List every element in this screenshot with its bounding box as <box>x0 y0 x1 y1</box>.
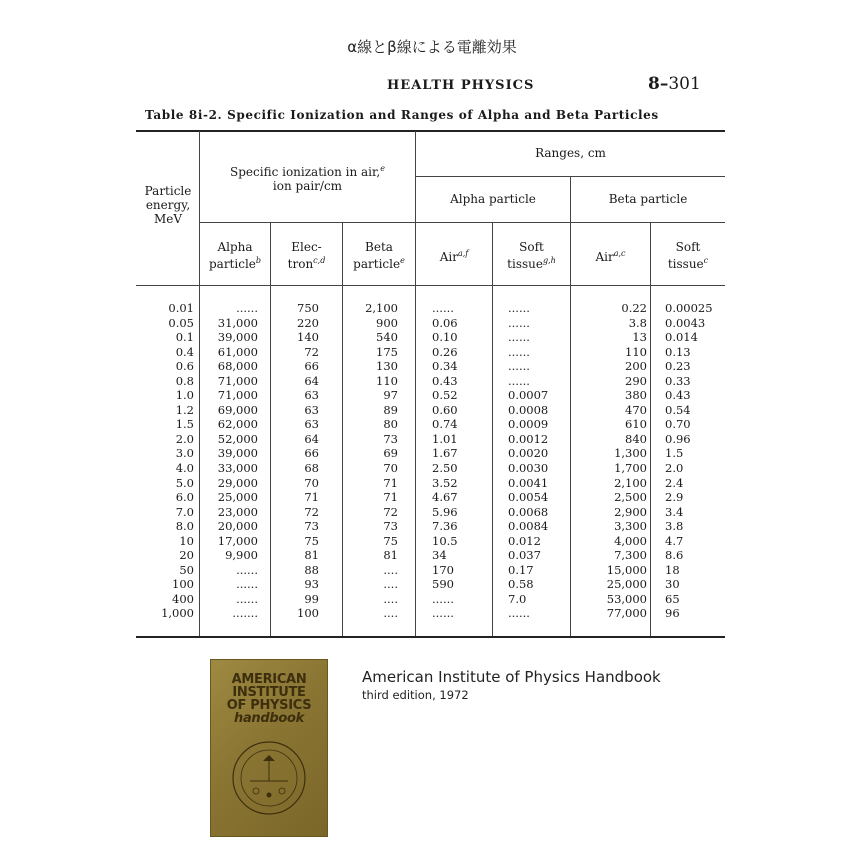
table-cell: 0.33 <box>665 373 691 388</box>
table-cell: 7.0 <box>508 591 527 606</box>
table-cell: 97 <box>383 388 398 403</box>
table-cell: 34 <box>432 548 447 563</box>
table-cell: 9,900 <box>225 548 258 563</box>
table-cell: 3.52 <box>432 475 458 490</box>
column-alpha-air-range <box>432 301 490 621</box>
subheader-alpha-tissue-line2: tissue <box>507 257 543 271</box>
subheader-beta-line1: Beta <box>365 240 393 254</box>
table-cell: 71,000 <box>217 373 258 388</box>
table-cell: 61,000 <box>217 344 258 359</box>
table-cell: 1.67 <box>432 446 458 461</box>
table-cell: 200 <box>625 359 647 374</box>
table-cell: 39,000 <box>217 330 258 345</box>
column-beta-ionization <box>343 301 398 621</box>
table-cell: 0.17 <box>508 562 534 577</box>
subheader-alpha-sup: b <box>255 256 262 265</box>
table-cell: ...... <box>236 591 258 606</box>
table-cell: 63 <box>304 417 319 432</box>
table-cell: .... <box>383 591 398 606</box>
table-cell: 0.74 <box>432 417 458 432</box>
table-cell: 0.014 <box>665 330 698 345</box>
table-cell: 50 <box>179 562 194 577</box>
table-cell: 0.05 <box>168 315 194 330</box>
table-cell: 4,000 <box>614 533 647 548</box>
table-cell: 0.1 <box>175 330 194 345</box>
book-caption-edition: third edition, 1972 <box>362 688 469 702</box>
subheader-alpha <box>200 240 270 271</box>
table-cell: 20,000 <box>217 519 258 534</box>
table-cell: 0.13 <box>665 344 691 359</box>
table-cell: 75 <box>304 533 319 548</box>
table-cell: 4.7 <box>665 533 684 548</box>
table-cell: 0.0030 <box>508 461 549 476</box>
table-cell: 8.0 <box>175 519 194 534</box>
table-cell: ...... <box>508 373 530 388</box>
table-top-rule <box>136 130 725 132</box>
air-tissue-alpha-divider <box>492 222 493 636</box>
table-cell: 1.5 <box>175 417 194 432</box>
table-cell: 73 <box>304 519 319 534</box>
table-cell: 72 <box>304 504 319 519</box>
subheader-alpha-line1: Alpha <box>217 240 253 254</box>
header-specific-ionization <box>200 162 415 193</box>
table-cell: 71 <box>304 490 319 505</box>
subheader-electron <box>271 240 342 271</box>
column-alpha-tissue-range <box>508 301 568 621</box>
table-cell: 400 <box>172 591 194 606</box>
table-cell: 0.60 <box>432 402 458 417</box>
table-cell: 0.0041 <box>508 475 549 490</box>
table-cell: 72 <box>304 344 319 359</box>
table-cell: 8.6 <box>665 548 684 563</box>
column-beta-tissue-range <box>665 301 725 621</box>
table-title: Table 8i-2. Specific Ionization and Ranges of Alpha and Beta Particles <box>145 108 659 122</box>
table-cell: 68 <box>304 461 319 476</box>
table-cell: 62,000 <box>217 417 258 432</box>
table-cell: 63 <box>304 402 319 417</box>
table-cell: 0.01 <box>168 301 194 315</box>
table-cell: 88 <box>304 562 319 577</box>
table-cell: 71 <box>383 490 398 505</box>
subheader-beta-tissue-line1: Soft <box>675 240 701 254</box>
table-cell: 15,000 <box>606 562 647 577</box>
table-cell: 17,000 <box>217 533 258 548</box>
table-cell: ...... <box>508 359 530 374</box>
table-cell: 2,100 <box>365 301 398 315</box>
table-cell: 100 <box>297 606 319 621</box>
table-cell: 610 <box>625 417 647 432</box>
table-cell: 220 <box>297 315 319 330</box>
table-cell: 0.0054 <box>508 490 549 505</box>
table-cell: 70 <box>383 461 398 476</box>
table-cell: 23,000 <box>217 504 258 519</box>
page-number-prefix: 8– <box>648 74 669 94</box>
column-alpha-ionization <box>200 301 258 621</box>
table-cell: 10.5 <box>432 533 458 548</box>
table-cell: 0.0084 <box>508 519 549 534</box>
subheader-alpha-air <box>416 247 492 264</box>
subheader-electron-line2: tron <box>287 257 314 271</box>
table-cell: 0.06 <box>432 315 458 330</box>
table-cell: 0.0043 <box>665 315 706 330</box>
subheader-beta-air-label: Air <box>595 250 614 264</box>
table-cell: 0.70 <box>665 417 691 432</box>
subheader-beta-sup: e <box>400 256 405 265</box>
table-cell: 4.0 <box>175 461 194 476</box>
running-head: HEALTH PHYSICS <box>387 78 535 93</box>
table-cell: 0.26 <box>432 344 458 359</box>
table-cell: 39,000 <box>217 446 258 461</box>
table-cell: 69,000 <box>217 402 258 417</box>
table-cell: 3.8 <box>628 315 647 330</box>
table-cell: 75 <box>383 533 398 548</box>
header-specific-ionization-sup: e <box>380 164 385 173</box>
table-bottom-rule <box>136 636 725 638</box>
table-cell: 750 <box>297 301 319 315</box>
table-cell: 0.6 <box>175 359 194 374</box>
table-cell: 53,000 <box>606 591 647 606</box>
page-number-value: 301 <box>668 74 701 94</box>
table-cell: 0.037 <box>508 548 541 563</box>
table-cell: 2.9 <box>665 490 684 505</box>
table-cell: 64 <box>304 431 319 446</box>
table-cell: ...... <box>432 606 454 621</box>
subheader-alpha-tissue <box>493 240 570 271</box>
table-cell: 1,700 <box>614 461 647 476</box>
table-cell: 1.01 <box>432 431 458 446</box>
table-cell: 0.22 <box>621 301 647 315</box>
table-cell: 30 <box>665 577 680 592</box>
table-cell: ...... <box>236 562 258 577</box>
subheader-alpha-tissue-line1: Soft <box>519 240 544 254</box>
table-cell: 0.0020 <box>508 446 549 461</box>
table-cell: ...... <box>508 315 530 330</box>
table-cell: 3.8 <box>665 519 684 534</box>
table-cell: 2.50 <box>432 461 458 476</box>
header-bottom-line <box>136 285 725 286</box>
table-cell: 1.0 <box>175 388 194 403</box>
table-cell: 540 <box>376 330 398 345</box>
table-cell: 65 <box>665 591 680 606</box>
subheader-beta-tissue <box>651 240 725 271</box>
table-cell: 140 <box>297 330 319 345</box>
table-cell: 99 <box>304 591 319 606</box>
table-cell: 0.43 <box>665 388 691 403</box>
table-cell: 66 <box>304 446 319 461</box>
table-cell: ...... <box>236 577 258 592</box>
table-cell: 7.0 <box>175 504 194 519</box>
table-cell: ...... <box>508 301 530 315</box>
table-cell: 0.0008 <box>508 402 549 417</box>
header-ranges: Ranges, cm <box>535 146 606 160</box>
table-cell: 590 <box>432 577 454 592</box>
cover-title-line: INSTITUTE <box>232 685 306 700</box>
table-cell: 2.0 <box>665 461 684 476</box>
table-cell: 77,000 <box>606 606 647 621</box>
table-cell: 290 <box>625 373 647 388</box>
table-cell: 63 <box>304 388 319 403</box>
subheader-alpha-line2: particle <box>208 257 256 271</box>
table-cell: 3,300 <box>614 519 647 534</box>
subheader-alpha-tissue-sup: g,h <box>542 256 556 265</box>
book-caption <box>362 668 661 702</box>
table-cell: 73 <box>383 519 398 534</box>
table-cell: 0.10 <box>432 330 458 345</box>
table-cell: 64 <box>304 373 319 388</box>
seal-icon <box>230 739 308 817</box>
subheader-alpha-air-sup: a,f <box>457 249 469 258</box>
table-cell: ...... <box>508 606 530 621</box>
cover-title-line: AMERICAN <box>231 672 307 687</box>
subheader-alpha-air-label: Air <box>439 250 458 264</box>
table-cell: 0.43 <box>432 373 458 388</box>
page-number <box>648 74 701 94</box>
table-cell: .... <box>383 606 398 621</box>
table-cell: 3.4 <box>665 504 684 519</box>
subheader-beta-air-sup: a,c <box>613 249 626 258</box>
table-cell: 2.0 <box>175 431 194 446</box>
table-cell: 1,000 <box>161 606 194 621</box>
table-cell: 110 <box>376 373 398 388</box>
table-cell: ...... <box>508 330 530 345</box>
table-cell: 72 <box>383 504 398 519</box>
table-cell: 69 <box>383 446 398 461</box>
table-cell: 81 <box>383 548 398 563</box>
table-cell: 0.0007 <box>508 388 549 403</box>
subheader-beta-line2: particle <box>353 257 401 271</box>
table-cell: 89 <box>383 402 398 417</box>
book-cover-title <box>210 673 328 725</box>
table-cell: 25,000 <box>217 490 258 505</box>
table-cell: 7.36 <box>432 519 458 534</box>
table-cell: 175 <box>376 344 398 359</box>
table-cell: 80 <box>383 417 398 432</box>
table-cell: 2,900 <box>614 504 647 519</box>
subheader-beta-tissue-sup: c <box>703 256 709 265</box>
table-cell: 0.0012 <box>508 431 549 446</box>
table-cell: 900 <box>376 315 398 330</box>
table-cell: ...... <box>432 591 454 606</box>
table-cell: 31,000 <box>217 315 258 330</box>
table-cell: 5.0 <box>175 475 194 490</box>
table-cell: 70 <box>304 475 319 490</box>
table-cell: 18 <box>665 562 680 577</box>
table-cell: 33,000 <box>217 461 258 476</box>
table-cell: 110 <box>625 344 647 359</box>
table-cell: 2,500 <box>614 490 647 505</box>
table-cell: 0.8 <box>175 373 194 388</box>
table-cell: 29,000 <box>217 475 258 490</box>
subheader-electron-line1: Elec- <box>291 240 322 254</box>
book-cover-image <box>210 659 328 837</box>
header-specific-ionization-label: Specific ionization in air, <box>230 165 381 179</box>
table-cell: 68,000 <box>217 359 258 374</box>
subheader-electron-sup: c,d <box>313 256 326 265</box>
table-cell: 1.5 <box>665 446 684 461</box>
table-cell: 2.4 <box>665 475 684 490</box>
subheader-beta-tissue-line2: tissue <box>667 257 704 271</box>
header-energy-line1: Particle <box>144 184 192 198</box>
subheader-divider-line <box>200 222 725 223</box>
table-cell: 71,000 <box>217 388 258 403</box>
table-cell: 66 <box>304 359 319 374</box>
table-cell: 73 <box>383 431 398 446</box>
table-cell: 0.58 <box>508 577 534 592</box>
table-cell: 0.52 <box>432 388 458 403</box>
table-cell: ...... <box>508 344 530 359</box>
subheader-beta <box>343 240 415 271</box>
table-cell: 7,300 <box>614 548 647 563</box>
table-cell: 25,000 <box>606 577 647 592</box>
table-cell: 52,000 <box>217 431 258 446</box>
table-cell: 4.67 <box>432 490 458 505</box>
table-cell: 20 <box>179 548 194 563</box>
ionization-ranges-divider <box>415 131 416 636</box>
air-tissue-beta-divider <box>650 222 651 636</box>
table-cell: 380 <box>625 388 647 403</box>
table-cell: 0.0068 <box>508 504 549 519</box>
book-caption-title: American Institute of Physics Handbook <box>362 668 661 686</box>
table-cell: 0.23 <box>665 359 691 374</box>
table-cell: 0.54 <box>665 402 691 417</box>
table-cell: 2,100 <box>614 475 647 490</box>
table-cell: 470 <box>625 402 647 417</box>
table-cell: 6.0 <box>175 490 194 505</box>
header-energy-line3: MeV <box>153 212 183 226</box>
table-cell: 71 <box>383 475 398 490</box>
table-cell: .... <box>383 562 398 577</box>
table-cell: 81 <box>304 548 319 563</box>
table-cell: 5.96 <box>432 504 458 519</box>
table-cell: 3.0 <box>175 446 194 461</box>
header-specific-ionization-unit: ion pair/cm <box>272 179 343 193</box>
table-cell: ...... <box>236 301 258 315</box>
cover-title-line: handbook <box>233 711 304 726</box>
header-energy-line2: energy, <box>145 198 191 212</box>
header-alpha-particle: Alpha particle <box>450 192 536 206</box>
table-cell: 0.34 <box>432 359 458 374</box>
header-energy <box>136 184 200 226</box>
table-cell: 0.4 <box>175 344 194 359</box>
table-cell: 0.96 <box>665 431 691 446</box>
table-cell: 100 <box>172 577 194 592</box>
header-beta-particle: Beta particle <box>608 192 688 206</box>
table-cell: 0.00025 <box>665 301 713 315</box>
page-title: α線とβ線による電離効果 <box>347 38 517 56</box>
table-cell: 0.0009 <box>508 417 549 432</box>
table-cell: 130 <box>376 359 398 374</box>
column-energy <box>136 301 194 621</box>
table-cell: .... <box>383 577 398 592</box>
column-beta-air-range <box>571 301 647 621</box>
table-cell: 96 <box>665 606 680 621</box>
table-cell: 840 <box>625 431 647 446</box>
table-cell: 1.2 <box>175 402 194 417</box>
cover-title-line: OF PHYSICS <box>226 698 312 713</box>
subheader-beta-air <box>571 247 650 264</box>
table-cell: 170 <box>432 562 454 577</box>
table-cell: 93 <box>304 577 319 592</box>
table-cell: 13 <box>632 330 647 345</box>
table-cell: 0.012 <box>508 533 541 548</box>
table-cell: 10 <box>179 533 194 548</box>
column-electron-ionization <box>271 301 319 621</box>
table-cell: ....... <box>232 606 258 621</box>
table-cell: ...... <box>432 301 454 315</box>
table-cell: 1,300 <box>614 446 647 461</box>
